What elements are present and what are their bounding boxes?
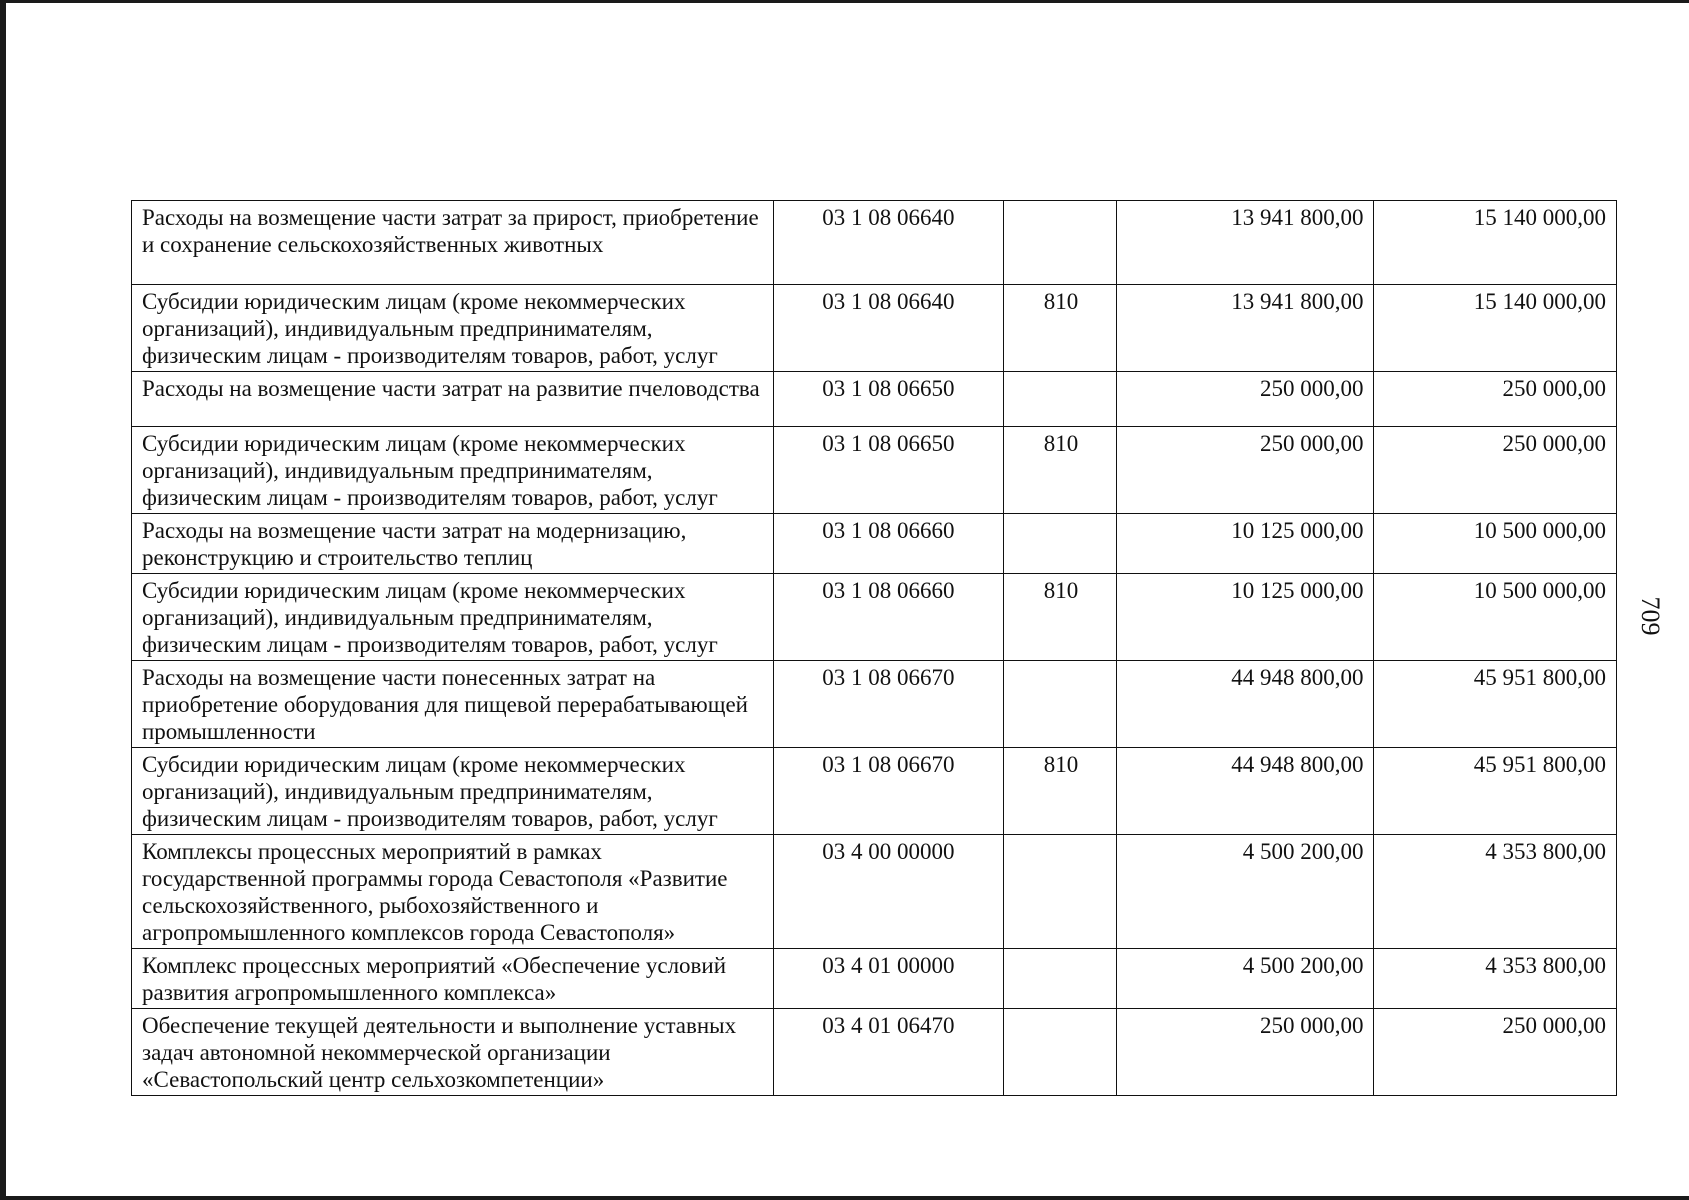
expense-type-cell xyxy=(1003,949,1116,1009)
table-row xyxy=(132,514,1617,574)
scan-border-bottom xyxy=(0,1196,1689,1200)
scan-border-left xyxy=(0,0,6,1200)
amount-year1-cell: 4 500 200,00 xyxy=(1116,949,1374,1009)
expense-name-cell: Комплекс процессных мероприятий «Обеспечение условий развития агропромышленного комплекса» xyxy=(132,949,774,1009)
amount-year2-cell: 10 500 000,00 xyxy=(1374,514,1617,574)
target-article-cell: 03 1 08 06660 xyxy=(774,514,1003,574)
amount-year1-cell: 10 125 000,00 xyxy=(1116,574,1374,661)
expense-name-cell: Субсидии юридическим лицам (кроме некоммерческих организаций), индивидуальным предпринимателям, физическим лицам - производителям товаров, работ, услуг xyxy=(132,748,774,835)
amount-year1-cell: 44 948 800,00 xyxy=(1116,661,1374,748)
target-article-cell: 03 1 08 06660 xyxy=(774,574,1003,661)
expense-type-cell: 810 xyxy=(1003,427,1116,514)
amount-year2-cell: 45 951 800,00 xyxy=(1374,748,1617,835)
amount-year1-cell: 250 000,00 xyxy=(1116,372,1374,427)
expense-type-cell xyxy=(1003,835,1116,949)
amount-year1-cell: 10 125 000,00 xyxy=(1116,514,1374,574)
expense-type-cell: 810 xyxy=(1003,285,1116,372)
target-article-cell: 03 1 08 06640 xyxy=(774,201,1003,285)
target-article-cell: 03 1 08 06650 xyxy=(774,427,1003,514)
expense-name-cell: Расходы на возмещение части затрат за прирост, приобретение и сохранение сельскохозяйственных животных xyxy=(132,201,774,285)
expense-type-cell xyxy=(1003,1009,1116,1096)
target-article-cell: 03 4 01 00000 xyxy=(774,949,1003,1009)
amount-year1-cell: 250 000,00 xyxy=(1116,1009,1374,1096)
table-row xyxy=(132,661,1617,748)
expense-name-cell: Обеспечение текущей деятельности и выполнение уставных задач автономной некоммерческой организации «Севастопольский центр сельхозкомпетенции» xyxy=(132,1009,774,1096)
expense-name-cell: Субсидии юридическим лицам (кроме некоммерческих организаций), индивидуальным предпринимателям, физическим лицам - производителям товаров, работ, услуг xyxy=(132,574,774,661)
page-number: 709 xyxy=(1636,596,1665,636)
table-row xyxy=(132,835,1617,949)
amount-year2-cell: 4 353 800,00 xyxy=(1374,949,1617,1009)
amount-year1-cell: 250 000,00 xyxy=(1116,427,1374,514)
amount-year2-cell: 10 500 000,00 xyxy=(1374,574,1617,661)
expense-type-cell xyxy=(1003,514,1116,574)
budget-table xyxy=(131,200,1617,1096)
target-article-cell: 03 1 08 06670 xyxy=(774,748,1003,835)
expense-name-cell: Расходы на возмещение части затрат на развитие пчеловодства xyxy=(132,372,774,427)
amount-year2-cell: 250 000,00 xyxy=(1374,1009,1617,1096)
amount-year1-cell: 4 500 200,00 xyxy=(1116,835,1374,949)
amount-year2-cell: 250 000,00 xyxy=(1374,372,1617,427)
amount-year2-cell: 45 951 800,00 xyxy=(1374,661,1617,748)
table-row xyxy=(132,748,1617,835)
amount-year2-cell: 4 353 800,00 xyxy=(1374,835,1617,949)
expense-name-cell: Субсидии юридическим лицам (кроме некоммерческих организаций), индивидуальным предпринимателям, физическим лицам - производителям товаров, работ, услуг xyxy=(132,427,774,514)
target-article-cell: 03 1 08 06640 xyxy=(774,285,1003,372)
amount-year2-cell: 250 000,00 xyxy=(1374,427,1617,514)
expense-type-cell: 810 xyxy=(1003,748,1116,835)
amount-year2-cell: 15 140 000,00 xyxy=(1374,285,1617,372)
amount-year1-cell: 13 941 800,00 xyxy=(1116,201,1374,285)
target-article-cell: 03 1 08 06650 xyxy=(774,372,1003,427)
table-row xyxy=(132,949,1617,1009)
target-article-cell: 03 4 01 06470 xyxy=(774,1009,1003,1096)
target-article-cell: 03 1 08 06670 xyxy=(774,661,1003,748)
table-row xyxy=(132,285,1617,372)
expense-type-cell: 810 xyxy=(1003,574,1116,661)
table-row xyxy=(132,201,1617,285)
expense-name-cell: Субсидии юридическим лицам (кроме некоммерческих организаций), индивидуальным предпринимателям, физическим лицам - производителям товаров, работ, услуг xyxy=(132,285,774,372)
amount-year1-cell: 44 948 800,00 xyxy=(1116,748,1374,835)
expense-type-cell xyxy=(1003,201,1116,285)
table-row xyxy=(132,427,1617,514)
expense-name-cell: Расходы на возмещение части понесенных затрат на приобретение оборудования для пищевой перерабатывающей промышленности xyxy=(132,661,774,748)
table-row xyxy=(132,372,1617,427)
table-row xyxy=(132,1009,1617,1096)
amount-year1-cell: 13 941 800,00 xyxy=(1116,285,1374,372)
target-article-cell: 03 4 00 00000 xyxy=(774,835,1003,949)
expense-type-cell xyxy=(1003,372,1116,427)
expense-name-cell: Комплексы процессных мероприятий в рамках государственной программы города Севастополя «Развитие сельскохозяйственного, рыбохозяйственного и агропромышленного комплексов города Севастополя» xyxy=(132,835,774,949)
expense-name-cell: Расходы на возмещение части затрат на модернизацию, реконструкцию и строительство теплиц xyxy=(132,514,774,574)
expense-type-cell xyxy=(1003,661,1116,748)
table-row xyxy=(132,574,1617,661)
scan-border-top xyxy=(0,0,1689,3)
amount-year2-cell: 15 140 000,00 xyxy=(1374,201,1617,285)
